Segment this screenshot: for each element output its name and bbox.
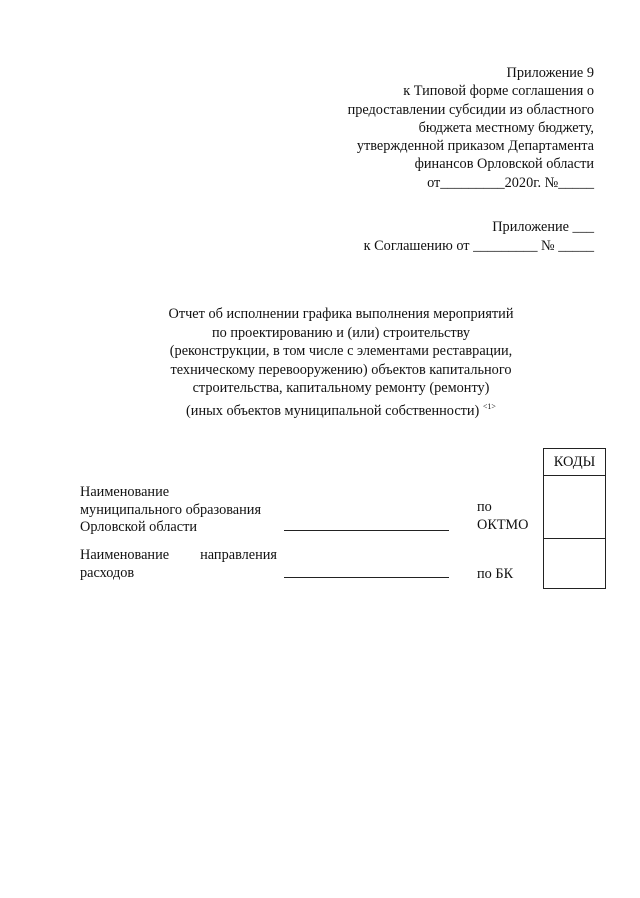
report-title-line-last	[110, 398, 572, 421]
appendix-line: к Типовой форме соглашения о	[403, 83, 594, 100]
expense-direction-label	[80, 547, 277, 582]
report-title-line: строительства, капитальному ремонту (ремонту)	[192, 380, 490, 396]
municipality-label-line: Орловской области	[80, 519, 197, 536]
municipality-label-line: Наименование	[80, 484, 170, 500]
municipality-input-line[interactable]	[284, 530, 449, 531]
municipality-label-line: муниципального образования	[80, 501, 262, 518]
codes-table	[543, 448, 606, 589]
expense-direction-word: направления	[200, 547, 277, 563]
appendix-number: Приложение 9	[506, 65, 594, 81]
expense-direction-label-line: расходов	[80, 564, 135, 581]
oktmo-code-cell[interactable]	[544, 476, 605, 539]
report-title-text: (иных объектов муниципальной собственности)	[186, 402, 480, 419]
bk-label: по БК	[477, 566, 514, 582]
report-title-line: Отчет об исполнении графика выполнения мероприятий	[168, 306, 514, 322]
oktmo-label-code: ОКТМО	[477, 516, 529, 533]
expense-direction-word: Наименование	[80, 547, 170, 563]
report-title-line: техническому перевооружению) объектов капитального	[170, 361, 512, 378]
agreement-reference: к Соглашению от _________ № _____	[363, 237, 594, 254]
appendix-line: утвержденной приказом Департамента	[356, 138, 594, 155]
agreement-appendix-number: Приложение ___	[492, 219, 594, 235]
expense-direction-label-line	[80, 547, 277, 565]
appendix-header	[348, 64, 594, 192]
appendix-line: финансов Орловской области	[414, 156, 594, 173]
appendix-line: бюджета местному бюджету,	[418, 119, 594, 136]
report-title-line: по проектированию и (или) строительству	[212, 324, 470, 341]
footnote-mark: <1>	[482, 401, 496, 411]
agreement-appendix-header	[364, 218, 594, 255]
appendix-date-number: от_________2020г. №_____	[427, 174, 594, 191]
municipality-label	[80, 484, 280, 537]
codes-header: КОДЫ	[544, 449, 605, 476]
report-title-line: (реконструкции, в том числе с элементами реставрации,	[169, 343, 513, 359]
bk-code-cell[interactable]	[544, 539, 605, 589]
oktmo-label-prefix: по	[477, 499, 492, 515]
report-title	[110, 305, 572, 420]
oktmo-label	[477, 499, 528, 534]
expense-direction-input-line[interactable]	[284, 577, 449, 578]
appendix-line: предоставлении субсидии из областного	[347, 101, 594, 118]
